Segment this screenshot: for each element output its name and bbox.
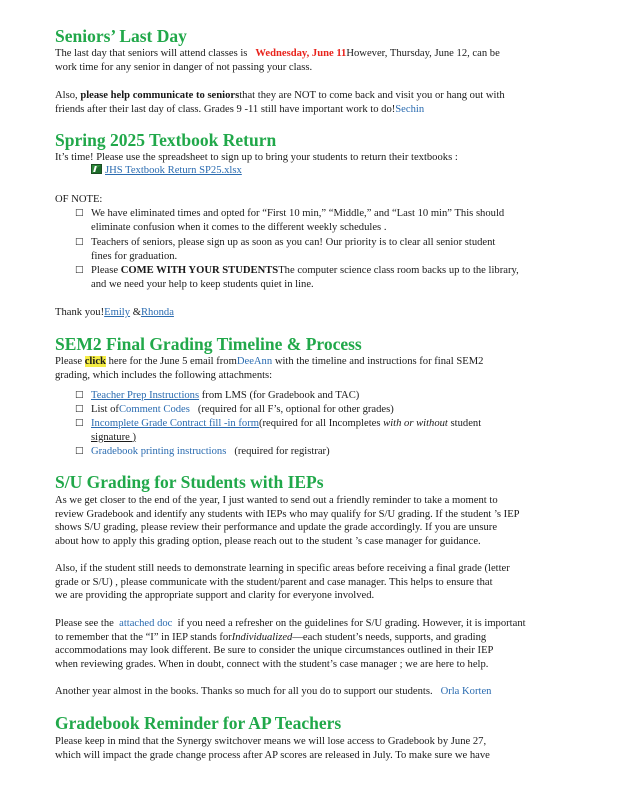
attached-doc-link[interactable]: attached doc (119, 618, 173, 629)
section-title-textbook: Spring 2025 Textbook Return (55, 130, 277, 150)
su-paragraph-3: Please see the attached doc if you need a refresher on the guidelines for S/U grading. However, it is important to remember that the “I” in IEP stands forIndividualized—each student’s needs, supports, and grading accommodations may look different. Be sure to consider the unique circumstances outlined in their IEP when reviewing grades. When in doubt, connect with the student’s case manager ; we are here to help. (55, 618, 526, 670)
click-here-link[interactable]: click (84, 356, 106, 367)
section-title-sem2: SEM2 Final Grading Timeline & Process (55, 334, 362, 354)
list-item: □ List ofComment Codes (required for all F’s, optional for other grades) (75, 404, 394, 415)
bullet-icon: □ (75, 418, 84, 428)
list-item: □ Gradebook printing instructions (required for registrar) (75, 446, 330, 457)
su-paragraph-1: As we get closer to the end of the year, I just wanted to send out a friendly reminder to take a moment to review Gradebook and identify any students with IEPs who may qualify for S/U grading. If the student ’s IEP shows S/U grading, please review their performance and update the grade accordingly. If you are unsure about how to apply this grading option, please reach out to the student ’s case manager for guidance. (55, 495, 520, 547)
of-note-label: OF NOTE: (55, 194, 103, 205)
list-item: □ Teacher Prep Instructions from LMS (for Gradebook and TAC) (75, 390, 360, 401)
section-title-gradebook-reminder: Gradebook Reminder for AP Teachers (55, 713, 342, 733)
sechin-link[interactable]: Sechin (395, 103, 425, 115)
su-paragraph-2: Also, if the student still needs to demonstrate learning in specific areas before receiving a final grade (letter grade or S/U) , please communicate with the student/parent and case manager. This helps to ensure that we are providing the appropriate support and clarity for everyone involved. (55, 563, 510, 601)
deeann-link[interactable]: DeeAnn (236, 356, 273, 367)
bullet-icon: □ (75, 446, 84, 456)
list-item: □ We have eliminated times and opted for “First 10 min,” “Middle,” and “Last 10 min” This should eliminate confusion when it comes to the different weekly schedules . (75, 208, 505, 233)
excel-file-icon (91, 164, 102, 174)
bullet-icon: □ (75, 404, 84, 414)
bullet-icon: □ (75, 265, 84, 275)
su-paragraph-4: Another year almost in the books. Thanks so much for all you do to support our students. Orla Korten (55, 686, 492, 697)
seniors-paragraph-1: The last day that seniors will attend classes is Wednesday, June 11However, Thursday, June 12, can be work time for any senior in danger of not passing your class. (55, 48, 500, 73)
list-item: □ Please COME WITH YOUR STUDENTSThe computer science class room backs up to the library, and we need your help to keep students quiet in line. (75, 265, 519, 290)
gradebook-printing-link[interactable]: Gradebook printing instructions (91, 446, 227, 457)
orla-korten-link[interactable]: Orla Korten (440, 686, 492, 697)
incomplete-contract-link[interactable]: Incomplete Grade Contract fill -in form (91, 418, 259, 429)
emily-link[interactable]: Emily (104, 307, 131, 318)
bullet-icon: □ (75, 208, 84, 218)
section-title-seniors: Seniors’ Last Day (55, 26, 187, 46)
seniors-paragraph-2: Also, please help communicate to seniorsthat they are NOT to come back and visit you or hang out with friends after their last day of class. Grades 9 -11 still have important work to do!Sechin (55, 90, 505, 115)
textbook-thanks: Thank you!Emily &Rhonda (55, 307, 174, 318)
list-item: □ Teachers of seniors, please sign up as soon as you can! Our priority is to clear all senior student fines for graduation. (75, 237, 496, 262)
section-title-su-grading: S/U Grading for Students with IEPs (55, 472, 324, 492)
bullet-icon: □ (75, 390, 84, 400)
bullet-icon: □ (75, 237, 84, 247)
textbook-file-link-row (91, 164, 391, 178)
textbook-spreadsheet-link[interactable]: JHS Textbook Return SP25.xlsx (105, 165, 242, 176)
rhonda-link[interactable]: Rhonda (140, 307, 174, 318)
gradebook-paragraph: Please keep in mind that the Synergy switchover means we will lose access to Gradebook by June 27, which will impact the grade change process after AP scores are released in July. To make sure we have (55, 736, 490, 761)
list-item: □ Incomplete Grade Contract fill -in form(required for all Incompletes with or without student signature ) (75, 418, 482, 443)
textbook-intro: It’s time! Please use the spreadsheet to sign up to bring your students to return their textbooks : (55, 152, 458, 163)
comment-codes-link[interactable]: Comment Codes (118, 404, 190, 415)
sem2-intro: Please click here for the June 5 email fromDeeAnn with the timeline and instructions for final SEM2 grading, which includes the following attachments: (55, 356, 484, 381)
teacher-prep-link[interactable]: Teacher Prep Instructions (91, 390, 200, 401)
last-day-date: Wednesday, June 11 (255, 48, 347, 59)
